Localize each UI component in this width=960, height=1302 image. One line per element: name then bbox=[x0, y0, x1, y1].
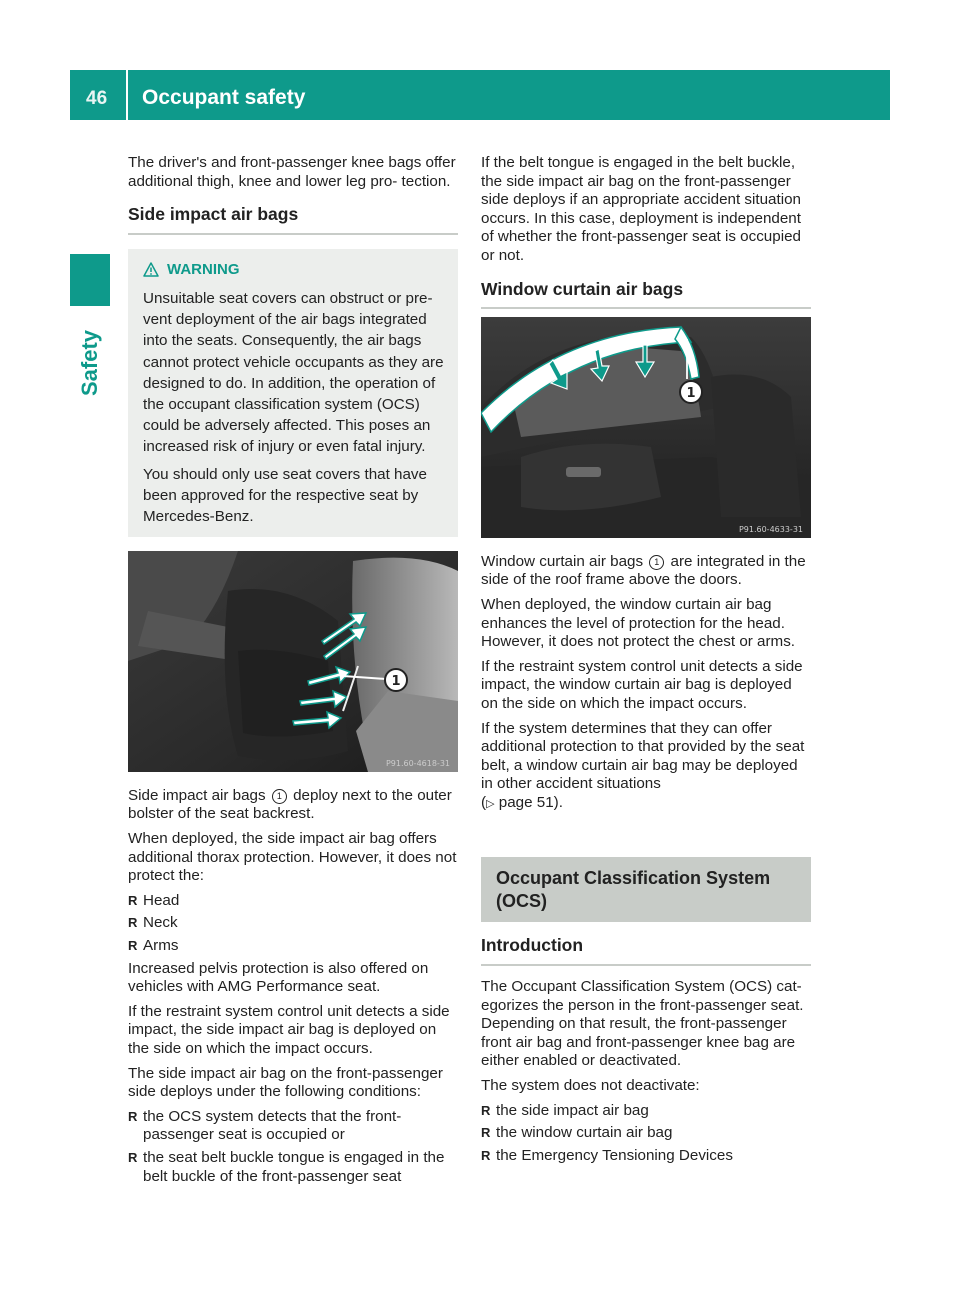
side-airbag-figure bbox=[128, 551, 458, 778]
side-section-label bbox=[68, 318, 112, 408]
warning-header bbox=[143, 259, 448, 280]
bullet-icon: R bbox=[128, 937, 138, 953]
ocs-intro-paragraph: The Occupant Classification System (OCS) cat- egorizes the person in the front-passenger seat. Depending on that result, the front-passenger front air bag and front-passenger knee bag are either enabled or deactivated. bbox=[481, 978, 804, 1070]
curtain-desc bbox=[481, 553, 811, 590]
right-column bbox=[481, 154, 811, 1169]
list-item bbox=[481, 1124, 811, 1143]
list-item-text: Neck bbox=[143, 914, 178, 932]
page-ref-arrow-icon: ▷ bbox=[486, 797, 495, 810]
side-impact-heading: Side impact air bags bbox=[128, 205, 458, 235]
control-unit-paragraph: If the restraint system control unit detects a side impact, the side impact air bag is deployed on the side on which the impact occurs. bbox=[128, 1002, 450, 1057]
warning-box bbox=[128, 249, 458, 537]
bullet-icon: R bbox=[128, 892, 138, 908]
list-item bbox=[128, 1108, 458, 1145]
page-ref-link[interactable]: page 51). bbox=[498, 793, 563, 811]
warning-text-1: Unsuitable seat covers can obstruct or pre- vent deployment of the air bags integrated into the seats. Consequently, the air bags cannot protect vehicle occupants as they are designed to do. In addition, the operation of the occupant classification system (OCS) could be adversely affected. This poses an increased risk of injury or even fatal injury. bbox=[143, 289, 444, 456]
warning-text-2: You should only use seat covers that have been approved for the respective seat by Mercedes-Benz. bbox=[143, 465, 427, 526]
header-divider bbox=[126, 70, 128, 120]
bullet-icon: R bbox=[128, 915, 138, 931]
side-airbag-desc-pre: Side impact air bags bbox=[128, 786, 266, 804]
list-item bbox=[128, 937, 458, 956]
introduction-heading: Introduction bbox=[481, 936, 811, 966]
figure-callout-1: 1 bbox=[391, 674, 401, 690]
additional-protection-paragraph: If the system determines that they can offer additional protection to that provided by the seat belt, a window curtain air bag may be deployed in other accident situations (▷ page 51). bbox=[481, 719, 805, 811]
ocs-section-title: Occupant Classification System (OCS) bbox=[481, 857, 811, 922]
list-item-text: Arms bbox=[143, 936, 179, 954]
side-airbag-photo bbox=[128, 551, 458, 772]
not-deactivate-paragraph: The system does not deactivate: bbox=[481, 1077, 700, 1095]
belt-tongue-paragraph: If the belt tongue is engaged in the belt buckle, the side impact air bag on the front-passenger side deploys if an appropriate accident situation occurs. In this case, deployment is independent of whether the front-passenger seat is occupied or not. bbox=[481, 154, 801, 264]
list-item-text: Head bbox=[143, 891, 180, 909]
warning-icon bbox=[143, 262, 159, 277]
bullet-icon: R bbox=[481, 1102, 491, 1118]
curtain-desc-pre: Window curtain air bags bbox=[481, 552, 644, 570]
side-airbag-desc-post: deploy next to the outer bolster of the seat backrest. bbox=[128, 786, 452, 823]
curtain-deploy-paragraph: If the restraint system control unit detects a side impact, the window curtain air bag is deployed on the side on which the impact occurs. bbox=[481, 657, 803, 712]
head-protection-paragraph: When deployed, the window curtain air bag enhances the level of protection for the head. However, it does not protect the chest or arms. bbox=[481, 595, 796, 651]
figure-code-right: P91.60-4633-31 bbox=[738, 525, 803, 535]
figure-code-left: P91.60-4618-31 bbox=[385, 759, 450, 769]
list-item bbox=[128, 892, 458, 911]
conditions-paragraph: The side impact air bag on the front-passenger side deploys under the following conditions: bbox=[128, 1064, 443, 1101]
not-deactivated-list bbox=[481, 1102, 811, 1166]
bullet-icon: R bbox=[481, 1125, 491, 1141]
side-tab-marker bbox=[70, 254, 110, 306]
figure-callout-1-right: 1 bbox=[686, 386, 696, 402]
intro-paragraph: The driver's and front-passenger knee bags offer additional thigh, knee and lower leg pro- tection. bbox=[128, 154, 456, 190]
callout-1-inline: 1 bbox=[272, 789, 287, 804]
callout-1-inline-right: 1 bbox=[649, 555, 664, 570]
curtain-airbag-photo bbox=[481, 317, 811, 538]
left-column bbox=[128, 154, 458, 1190]
list-item-text: the window curtain air bag bbox=[496, 1124, 673, 1142]
warning-label: WARNING bbox=[167, 260, 240, 278]
bullet-icon: R bbox=[128, 1149, 138, 1165]
curtain-desc-post: are integrated in the side of the roof frame above the doors. bbox=[481, 552, 806, 589]
list-item-text: the Emergency Tensioning Devices bbox=[496, 1146, 733, 1164]
list-item bbox=[128, 1149, 458, 1186]
side-airbag-desc bbox=[128, 787, 458, 824]
side-section-label-text: Safety bbox=[77, 329, 102, 397]
list-item bbox=[481, 1147, 811, 1166]
window-curtain-heading: Window curtain air bags bbox=[481, 280, 811, 310]
page-header bbox=[70, 70, 890, 120]
list-item-text: the seat belt buckle tongue is engaged in the belt buckle of the front-passenger seat bbox=[143, 1148, 445, 1185]
list-item bbox=[128, 914, 458, 933]
protect-list bbox=[128, 892, 458, 956]
curtain-airbag-figure bbox=[481, 317, 811, 544]
bullet-icon: R bbox=[481, 1147, 491, 1163]
list-item-text: the OCS system detects that the front- passenger seat is occupied or bbox=[143, 1107, 402, 1144]
page-title: Occupant safety bbox=[142, 86, 306, 109]
conditions-list bbox=[128, 1108, 458, 1186]
additional-protection-text: If the system determines that they can offer additional protection to that provided by the seat belt, a window curtain air bag may be deployed in other accident situations bbox=[481, 719, 805, 793]
thorax-paragraph: When deployed, the side impact air bag offers additional thorax protection. However, it does not protect the: bbox=[128, 830, 457, 885]
page-number: 46 bbox=[86, 88, 108, 109]
list-item-text: the side impact air bag bbox=[496, 1101, 649, 1119]
pelvis-paragraph: Increased pelvis protection is also offered on vehicles with AMG Performance seat. bbox=[128, 959, 429, 996]
list-item bbox=[481, 1102, 811, 1121]
bullet-icon: R bbox=[128, 1108, 138, 1124]
